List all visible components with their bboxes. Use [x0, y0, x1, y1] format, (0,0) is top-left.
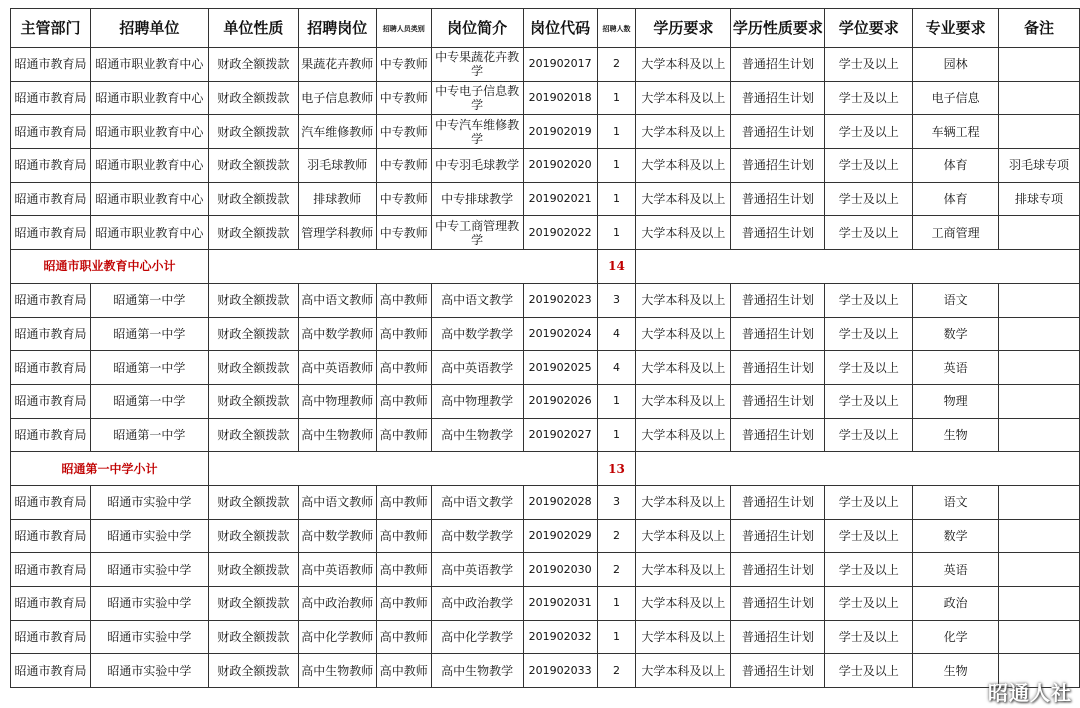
cell-major: 英语 — [913, 351, 999, 385]
cell-department: 昭通市教育局 — [11, 384, 91, 418]
cell-unit: 昭通市职业教育中心 — [90, 48, 208, 82]
cell-unit-type: 财政全额拨款 — [208, 587, 298, 621]
cell-staff-category: 中专教师 — [376, 182, 431, 216]
col-header-remarks: 备注 — [999, 9, 1080, 48]
cell-position-intro: 中专电子信息教学 — [431, 81, 523, 115]
cell-major: 数学 — [913, 519, 999, 553]
cell-education-type: 普通招生计划 — [731, 351, 825, 385]
cell-unit-type: 财政全额拨款 — [208, 418, 298, 452]
table-row — [11, 317, 1080, 351]
cell-major: 体育 — [913, 182, 999, 216]
cell-headcount: 2 — [597, 654, 636, 688]
cell-degree: 学士及以上 — [825, 149, 913, 183]
cell-education-type: 普通招生计划 — [731, 216, 825, 250]
subtotal-label: 昭通第一中学小计 — [11, 452, 209, 486]
col-header-position: 招聘岗位 — [298, 9, 376, 48]
cell-position-code: 201902024 — [523, 317, 597, 351]
cell-education: 大学本科及以上 — [636, 620, 731, 654]
cell-remarks — [999, 48, 1080, 82]
col-header-position-code: 岗位代码 — [523, 9, 597, 48]
cell-remarks: 羽毛球专项 — [999, 149, 1080, 183]
cell-remarks — [999, 351, 1080, 385]
cell-position-code: 201902028 — [523, 485, 597, 519]
cell-position-code: 201902020 — [523, 149, 597, 183]
cell-education: 大学本科及以上 — [636, 553, 731, 587]
cell-unit-type: 财政全额拨款 — [208, 485, 298, 519]
table-row — [11, 384, 1080, 418]
cell-headcount: 1 — [597, 149, 636, 183]
cell-department: 昭通市教育局 — [11, 587, 91, 621]
cell-education-type: 普通招生计划 — [731, 519, 825, 553]
cell-position-code: 201902031 — [523, 587, 597, 621]
cell-unit: 昭通第一中学 — [90, 418, 208, 452]
cell-staff-category: 高中教师 — [376, 654, 431, 688]
cell-position: 高中政治教师 — [298, 587, 376, 621]
cell-unit: 昭通市实验中学 — [90, 553, 208, 587]
table-row — [11, 654, 1080, 688]
cell-headcount: 4 — [597, 351, 636, 385]
cell-headcount: 1 — [597, 620, 636, 654]
table-row — [11, 418, 1080, 452]
cell-headcount: 1 — [597, 418, 636, 452]
cell-position: 高中数学教师 — [298, 519, 376, 553]
cell-education: 大学本科及以上 — [636, 182, 731, 216]
cell-education-type: 普通招生计划 — [731, 620, 825, 654]
subtotal-count: 13 — [597, 452, 636, 486]
subtotal-blank — [208, 452, 597, 486]
cell-staff-category: 高中教师 — [376, 283, 431, 317]
table-row — [11, 587, 1080, 621]
cell-unit-type: 财政全额拨款 — [208, 115, 298, 149]
subtotal-row — [11, 250, 1080, 284]
cell-position: 高中数学教师 — [298, 317, 376, 351]
cell-staff-category: 高中教师 — [376, 351, 431, 385]
cell-position: 排球教师 — [298, 182, 376, 216]
cell-headcount: 2 — [597, 519, 636, 553]
cell-remarks — [999, 81, 1080, 115]
cell-headcount: 3 — [597, 485, 636, 519]
cell-position-intro: 中专工商管理教学 — [431, 216, 523, 250]
cell-degree: 学士及以上 — [825, 283, 913, 317]
cell-education-type: 普通招生计划 — [731, 81, 825, 115]
cell-position-intro: 中专排球教学 — [431, 182, 523, 216]
cell-education-type: 普通招生计划 — [731, 553, 825, 587]
cell-department: 昭通市教育局 — [11, 654, 91, 688]
table-row — [11, 48, 1080, 82]
cell-education-type: 普通招生计划 — [731, 283, 825, 317]
cell-headcount: 2 — [597, 553, 636, 587]
cell-position-code: 201902025 — [523, 351, 597, 385]
cell-unit-type: 财政全额拨款 — [208, 216, 298, 250]
cell-degree: 学士及以上 — [825, 115, 913, 149]
cell-education: 大学本科及以上 — [636, 115, 731, 149]
cell-staff-category: 中专教师 — [376, 48, 431, 82]
cell-staff-category: 高中教师 — [376, 519, 431, 553]
cell-remarks — [999, 115, 1080, 149]
table-row — [11, 149, 1080, 183]
cell-headcount: 2 — [597, 48, 636, 82]
cell-degree: 学士及以上 — [825, 48, 913, 82]
cell-department: 昭通市教育局 — [11, 351, 91, 385]
cell-position-code: 201902029 — [523, 519, 597, 553]
cell-degree: 学士及以上 — [825, 81, 913, 115]
cell-position-code: 201902026 — [523, 384, 597, 418]
cell-position-code: 201902022 — [523, 216, 597, 250]
cell-position: 高中语文教师 — [298, 283, 376, 317]
cell-unit: 昭通第一中学 — [90, 317, 208, 351]
cell-remarks — [999, 384, 1080, 418]
cell-position: 高中英语教师 — [298, 351, 376, 385]
cell-headcount: 1 — [597, 81, 636, 115]
table-row — [11, 519, 1080, 553]
cell-degree: 学士及以上 — [825, 182, 913, 216]
cell-unit: 昭通市实验中学 — [90, 519, 208, 553]
cell-degree: 学士及以上 — [825, 620, 913, 654]
cell-major: 电子信息 — [913, 81, 999, 115]
cell-staff-category: 高中教师 — [376, 620, 431, 654]
cell-staff-category: 高中教师 — [376, 384, 431, 418]
col-header-position-intro: 岗位简介 — [431, 9, 523, 48]
cell-department: 昭通市教育局 — [11, 317, 91, 351]
cell-department: 昭通市教育局 — [11, 182, 91, 216]
cell-department: 昭通市教育局 — [11, 553, 91, 587]
cell-position: 高中语文教师 — [298, 485, 376, 519]
cell-department: 昭通市教育局 — [11, 485, 91, 519]
cell-unit-type: 财政全额拨款 — [208, 182, 298, 216]
cell-remarks — [999, 620, 1080, 654]
cell-education-type: 普通招生计划 — [731, 654, 825, 688]
cell-staff-category: 高中教师 — [376, 418, 431, 452]
cell-position-intro: 高中数学教学 — [431, 317, 523, 351]
table-row — [11, 283, 1080, 317]
table-row — [11, 553, 1080, 587]
table-row — [11, 216, 1080, 250]
cell-remarks — [999, 283, 1080, 317]
cell-unit: 昭通第一中学 — [90, 384, 208, 418]
cell-degree: 学士及以上 — [825, 587, 913, 621]
cell-position: 高中生物教师 — [298, 418, 376, 452]
cell-position-code: 201902023 — [523, 283, 597, 317]
cell-education-type: 普通招生计划 — [731, 149, 825, 183]
cell-department: 昭通市教育局 — [11, 418, 91, 452]
cell-headcount: 1 — [597, 384, 636, 418]
col-header-staff-category: 招聘人员类别 — [376, 9, 431, 48]
cell-education: 大学本科及以上 — [636, 418, 731, 452]
cell-department: 昭通市教育局 — [11, 115, 91, 149]
recruitment-table — [10, 8, 1080, 688]
cell-position-intro: 高中语文教学 — [431, 485, 523, 519]
cell-unit: 昭通第一中学 — [90, 351, 208, 385]
cell-degree: 学士及以上 — [825, 351, 913, 385]
cell-degree: 学士及以上 — [825, 553, 913, 587]
cell-position-intro: 中专汽车维修教学 — [431, 115, 523, 149]
cell-remarks — [999, 519, 1080, 553]
cell-degree: 学士及以上 — [825, 654, 913, 688]
cell-position-code: 201902032 — [523, 620, 597, 654]
cell-staff-category: 中专教师 — [376, 149, 431, 183]
cell-staff-category: 高中教师 — [376, 485, 431, 519]
cell-major: 物理 — [913, 384, 999, 418]
subtotal-label: 昭通市职业教育中心小计 — [11, 250, 209, 284]
cell-remarks — [999, 587, 1080, 621]
cell-unit: 昭通市职业教育中心 — [90, 216, 208, 250]
cell-position-intro: 高中生物教学 — [431, 654, 523, 688]
cell-position-intro: 高中物理教学 — [431, 384, 523, 418]
cell-headcount: 1 — [597, 115, 636, 149]
cell-department: 昭通市教育局 — [11, 519, 91, 553]
cell-position-intro: 中专果蔬花卉教学 — [431, 48, 523, 82]
col-header-unit: 招聘单位 — [90, 9, 208, 48]
cell-major: 园林 — [913, 48, 999, 82]
cell-position-intro: 高中语文教学 — [431, 283, 523, 317]
cell-unit-type: 财政全额拨款 — [208, 149, 298, 183]
subtotal-blank — [208, 250, 597, 284]
subtotal-blank — [636, 250, 1080, 284]
cell-education: 大学本科及以上 — [636, 283, 731, 317]
cell-unit: 昭通市职业教育中心 — [90, 115, 208, 149]
cell-position-intro: 高中化学教学 — [431, 620, 523, 654]
cell-major: 化学 — [913, 620, 999, 654]
cell-headcount: 1 — [597, 587, 636, 621]
cell-department: 昭通市教育局 — [11, 620, 91, 654]
cell-position-intro: 高中英语教学 — [431, 351, 523, 385]
cell-position-code: 201902019 — [523, 115, 597, 149]
cell-position: 羽毛球教师 — [298, 149, 376, 183]
cell-unit: 昭通第一中学 — [90, 283, 208, 317]
cell-major: 语文 — [913, 283, 999, 317]
cell-remarks — [999, 553, 1080, 587]
cell-education: 大学本科及以上 — [636, 216, 731, 250]
cell-remarks — [999, 418, 1080, 452]
cell-education: 大学本科及以上 — [636, 149, 731, 183]
cell-headcount: 1 — [597, 182, 636, 216]
subtotal-blank — [636, 452, 1080, 486]
table-row — [11, 351, 1080, 385]
cell-remarks — [999, 216, 1080, 250]
cell-position: 高中物理教师 — [298, 384, 376, 418]
cell-unit-type: 财政全额拨款 — [208, 351, 298, 385]
subtotal-count: 14 — [597, 250, 636, 284]
cell-education: 大学本科及以上 — [636, 351, 731, 385]
cell-staff-category: 中专教师 — [376, 81, 431, 115]
table-row — [11, 620, 1080, 654]
cell-remarks: 排球专项 — [999, 182, 1080, 216]
cell-unit-type: 财政全额拨款 — [208, 81, 298, 115]
cell-department: 昭通市教育局 — [11, 48, 91, 82]
cell-headcount: 4 — [597, 317, 636, 351]
cell-position-intro: 高中生物教学 — [431, 418, 523, 452]
cell-department: 昭通市教育局 — [11, 283, 91, 317]
cell-staff-category: 中专教师 — [376, 216, 431, 250]
cell-unit-type: 财政全额拨款 — [208, 48, 298, 82]
table-row — [11, 115, 1080, 149]
cell-education-type: 普通招生计划 — [731, 182, 825, 216]
cell-unit-type: 财政全额拨款 — [208, 553, 298, 587]
table-row — [11, 182, 1080, 216]
cell-department: 昭通市教育局 — [11, 216, 91, 250]
cell-position: 管理学科教师 — [298, 216, 376, 250]
col-header-major: 专业要求 — [913, 9, 999, 48]
col-header-headcount: 招聘人数 — [597, 9, 636, 48]
cell-staff-category: 高中教师 — [376, 553, 431, 587]
cell-position-code: 201902018 — [523, 81, 597, 115]
cell-education-type: 普通招生计划 — [731, 384, 825, 418]
subtotal-row — [11, 452, 1080, 486]
cell-unit: 昭通市职业教育中心 — [90, 149, 208, 183]
cell-headcount: 1 — [597, 216, 636, 250]
cell-position-code: 201902030 — [523, 553, 597, 587]
cell-degree: 学士及以上 — [825, 384, 913, 418]
cell-degree: 学士及以上 — [825, 418, 913, 452]
cell-major: 体育 — [913, 149, 999, 183]
cell-department: 昭通市教育局 — [11, 81, 91, 115]
cell-staff-category: 高中教师 — [376, 317, 431, 351]
cell-education: 大学本科及以上 — [636, 384, 731, 418]
table-row — [11, 485, 1080, 519]
cell-education-type: 普通招生计划 — [731, 587, 825, 621]
cell-headcount: 3 — [597, 283, 636, 317]
cell-position: 电子信息教师 — [298, 81, 376, 115]
cell-education-type: 普通招生计划 — [731, 485, 825, 519]
cell-education-type: 普通招生计划 — [731, 418, 825, 452]
cell-position-code: 201902021 — [523, 182, 597, 216]
cell-position: 汽车维修教师 — [298, 115, 376, 149]
cell-education-type: 普通招生计划 — [731, 115, 825, 149]
col-header-degree: 学位要求 — [825, 9, 913, 48]
cell-unit-type: 财政全额拨款 — [208, 384, 298, 418]
cell-education-type: 普通招生计划 — [731, 48, 825, 82]
cell-position-intro: 高中数学教学 — [431, 519, 523, 553]
cell-unit-type: 财政全额拨款 — [208, 283, 298, 317]
cell-degree: 学士及以上 — [825, 317, 913, 351]
cell-staff-category: 中专教师 — [376, 115, 431, 149]
cell-remarks — [999, 317, 1080, 351]
cell-major: 生物 — [913, 654, 999, 688]
cell-education: 大学本科及以上 — [636, 654, 731, 688]
cell-position: 高中英语教师 — [298, 553, 376, 587]
cell-education: 大学本科及以上 — [636, 587, 731, 621]
col-header-education-type: 学历性质要求 — [731, 9, 825, 48]
cell-major: 英语 — [913, 553, 999, 587]
cell-major: 工商管理 — [913, 216, 999, 250]
cell-major: 生物 — [913, 418, 999, 452]
cell-major: 车辆工程 — [913, 115, 999, 149]
cell-unit: 昭通市实验中学 — [90, 654, 208, 688]
cell-position: 果蔬花卉教师 — [298, 48, 376, 82]
cell-education: 大学本科及以上 — [636, 48, 731, 82]
cell-degree: 学士及以上 — [825, 519, 913, 553]
cell-position-intro: 高中政治教学 — [431, 587, 523, 621]
cell-position-code: 201902017 — [523, 48, 597, 82]
cell-department: 昭通市教育局 — [11, 149, 91, 183]
cell-staff-category: 高中教师 — [376, 587, 431, 621]
cell-unit-type: 财政全额拨款 — [208, 317, 298, 351]
cell-education: 大学本科及以上 — [636, 81, 731, 115]
cell-position: 高中化学教师 — [298, 620, 376, 654]
cell-education: 大学本科及以上 — [636, 485, 731, 519]
watermark-logo: 昭通人社 — [988, 681, 1072, 705]
cell-unit: 昭通市实验中学 — [90, 620, 208, 654]
cell-unit-type: 财政全额拨款 — [208, 519, 298, 553]
cell-education: 大学本科及以上 — [636, 317, 731, 351]
cell-degree: 学士及以上 — [825, 485, 913, 519]
header-row — [11, 9, 1080, 48]
cell-education: 大学本科及以上 — [636, 519, 731, 553]
cell-remarks — [999, 485, 1080, 519]
cell-major: 数学 — [913, 317, 999, 351]
cell-unit: 昭通市职业教育中心 — [90, 182, 208, 216]
cell-position-code: 201902027 — [523, 418, 597, 452]
cell-position-code: 201902033 — [523, 654, 597, 688]
col-header-unit-type: 单位性质 — [208, 9, 298, 48]
table-row — [11, 81, 1080, 115]
cell-position-intro: 中专羽毛球教学 — [431, 149, 523, 183]
cell-unit: 昭通市实验中学 — [90, 587, 208, 621]
cell-major: 语文 — [913, 485, 999, 519]
col-header-education: 学历要求 — [636, 9, 731, 48]
cell-education-type: 普通招生计划 — [731, 317, 825, 351]
cell-unit-type: 财政全额拨款 — [208, 654, 298, 688]
col-header-department: 主管部门 — [11, 9, 91, 48]
cell-unit: 昭通市职业教育中心 — [90, 81, 208, 115]
cell-major: 政治 — [913, 587, 999, 621]
cell-position-intro: 高中英语教学 — [431, 553, 523, 587]
cell-unit: 昭通市实验中学 — [90, 485, 208, 519]
cell-position: 高中生物教师 — [298, 654, 376, 688]
cell-unit-type: 财政全额拨款 — [208, 620, 298, 654]
cell-degree: 学士及以上 — [825, 216, 913, 250]
